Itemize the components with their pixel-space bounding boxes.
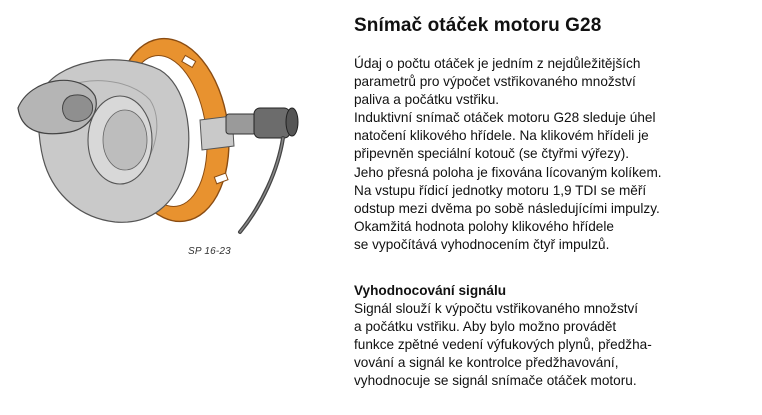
section-line: vyhodnocuje se signál snímače otáček motoru.	[354, 373, 637, 389]
signal-section	[354, 282, 754, 391]
intro-line: Induktivní snímač otáček motoru G28 sleduje úhel	[354, 110, 656, 126]
section-line: a počátku vstřiku. Aby bylo možno provádět	[354, 319, 617, 335]
section-line: Signál slouží k výpočtu vstřikovaného množství	[354, 301, 639, 317]
intro-line: parametrů pro výpočet vstřikovaného množství	[354, 74, 636, 90]
intro-line: odstup mezi dvěma po sobě následujícími impulzy.	[354, 200, 660, 216]
intro-line: Na vstupu řídicí jednotky motoru 1,9 TDI se měří	[354, 182, 647, 198]
intro-line: Okamžitá hodnota polohy klikového hřídele	[354, 218, 614, 234]
page-title: Snímač otáček motoru G28	[354, 15, 602, 36]
section-heading: Vyhodnocování signálu	[354, 283, 507, 298]
intro-line: Údaj o počtu otáček je jedním z nejdůležitějších	[354, 56, 641, 71]
intro-line: se vypočítává vyhodnocením čtyř impulzů.	[354, 236, 610, 252]
intro-line: paliva a počátku vstřiku.	[354, 92, 500, 108]
figure-caption: SP 16-23	[188, 246, 231, 257]
section-line: funkce zpětné vedení výfukových plynů, předžha-	[354, 337, 652, 353]
intro-paragraph	[354, 55, 754, 254]
intro-line: připevněn speciální kotouč (se čtyřmi výřezy).	[354, 146, 629, 162]
crankshaft-sensor-illustration	[0, 0, 330, 270]
speed-sensor	[226, 108, 298, 232]
section-line: vování a signál ke kontrolce předžhavování,	[354, 355, 619, 371]
crankshaft-drawing	[0, 0, 330, 270]
intro-line: Jeho přesná poloha je fixována lícovaným kolíkem.	[354, 164, 662, 180]
intro-line: natočení klikového hřídele. Na klikovém hřídeli je	[354, 128, 649, 144]
